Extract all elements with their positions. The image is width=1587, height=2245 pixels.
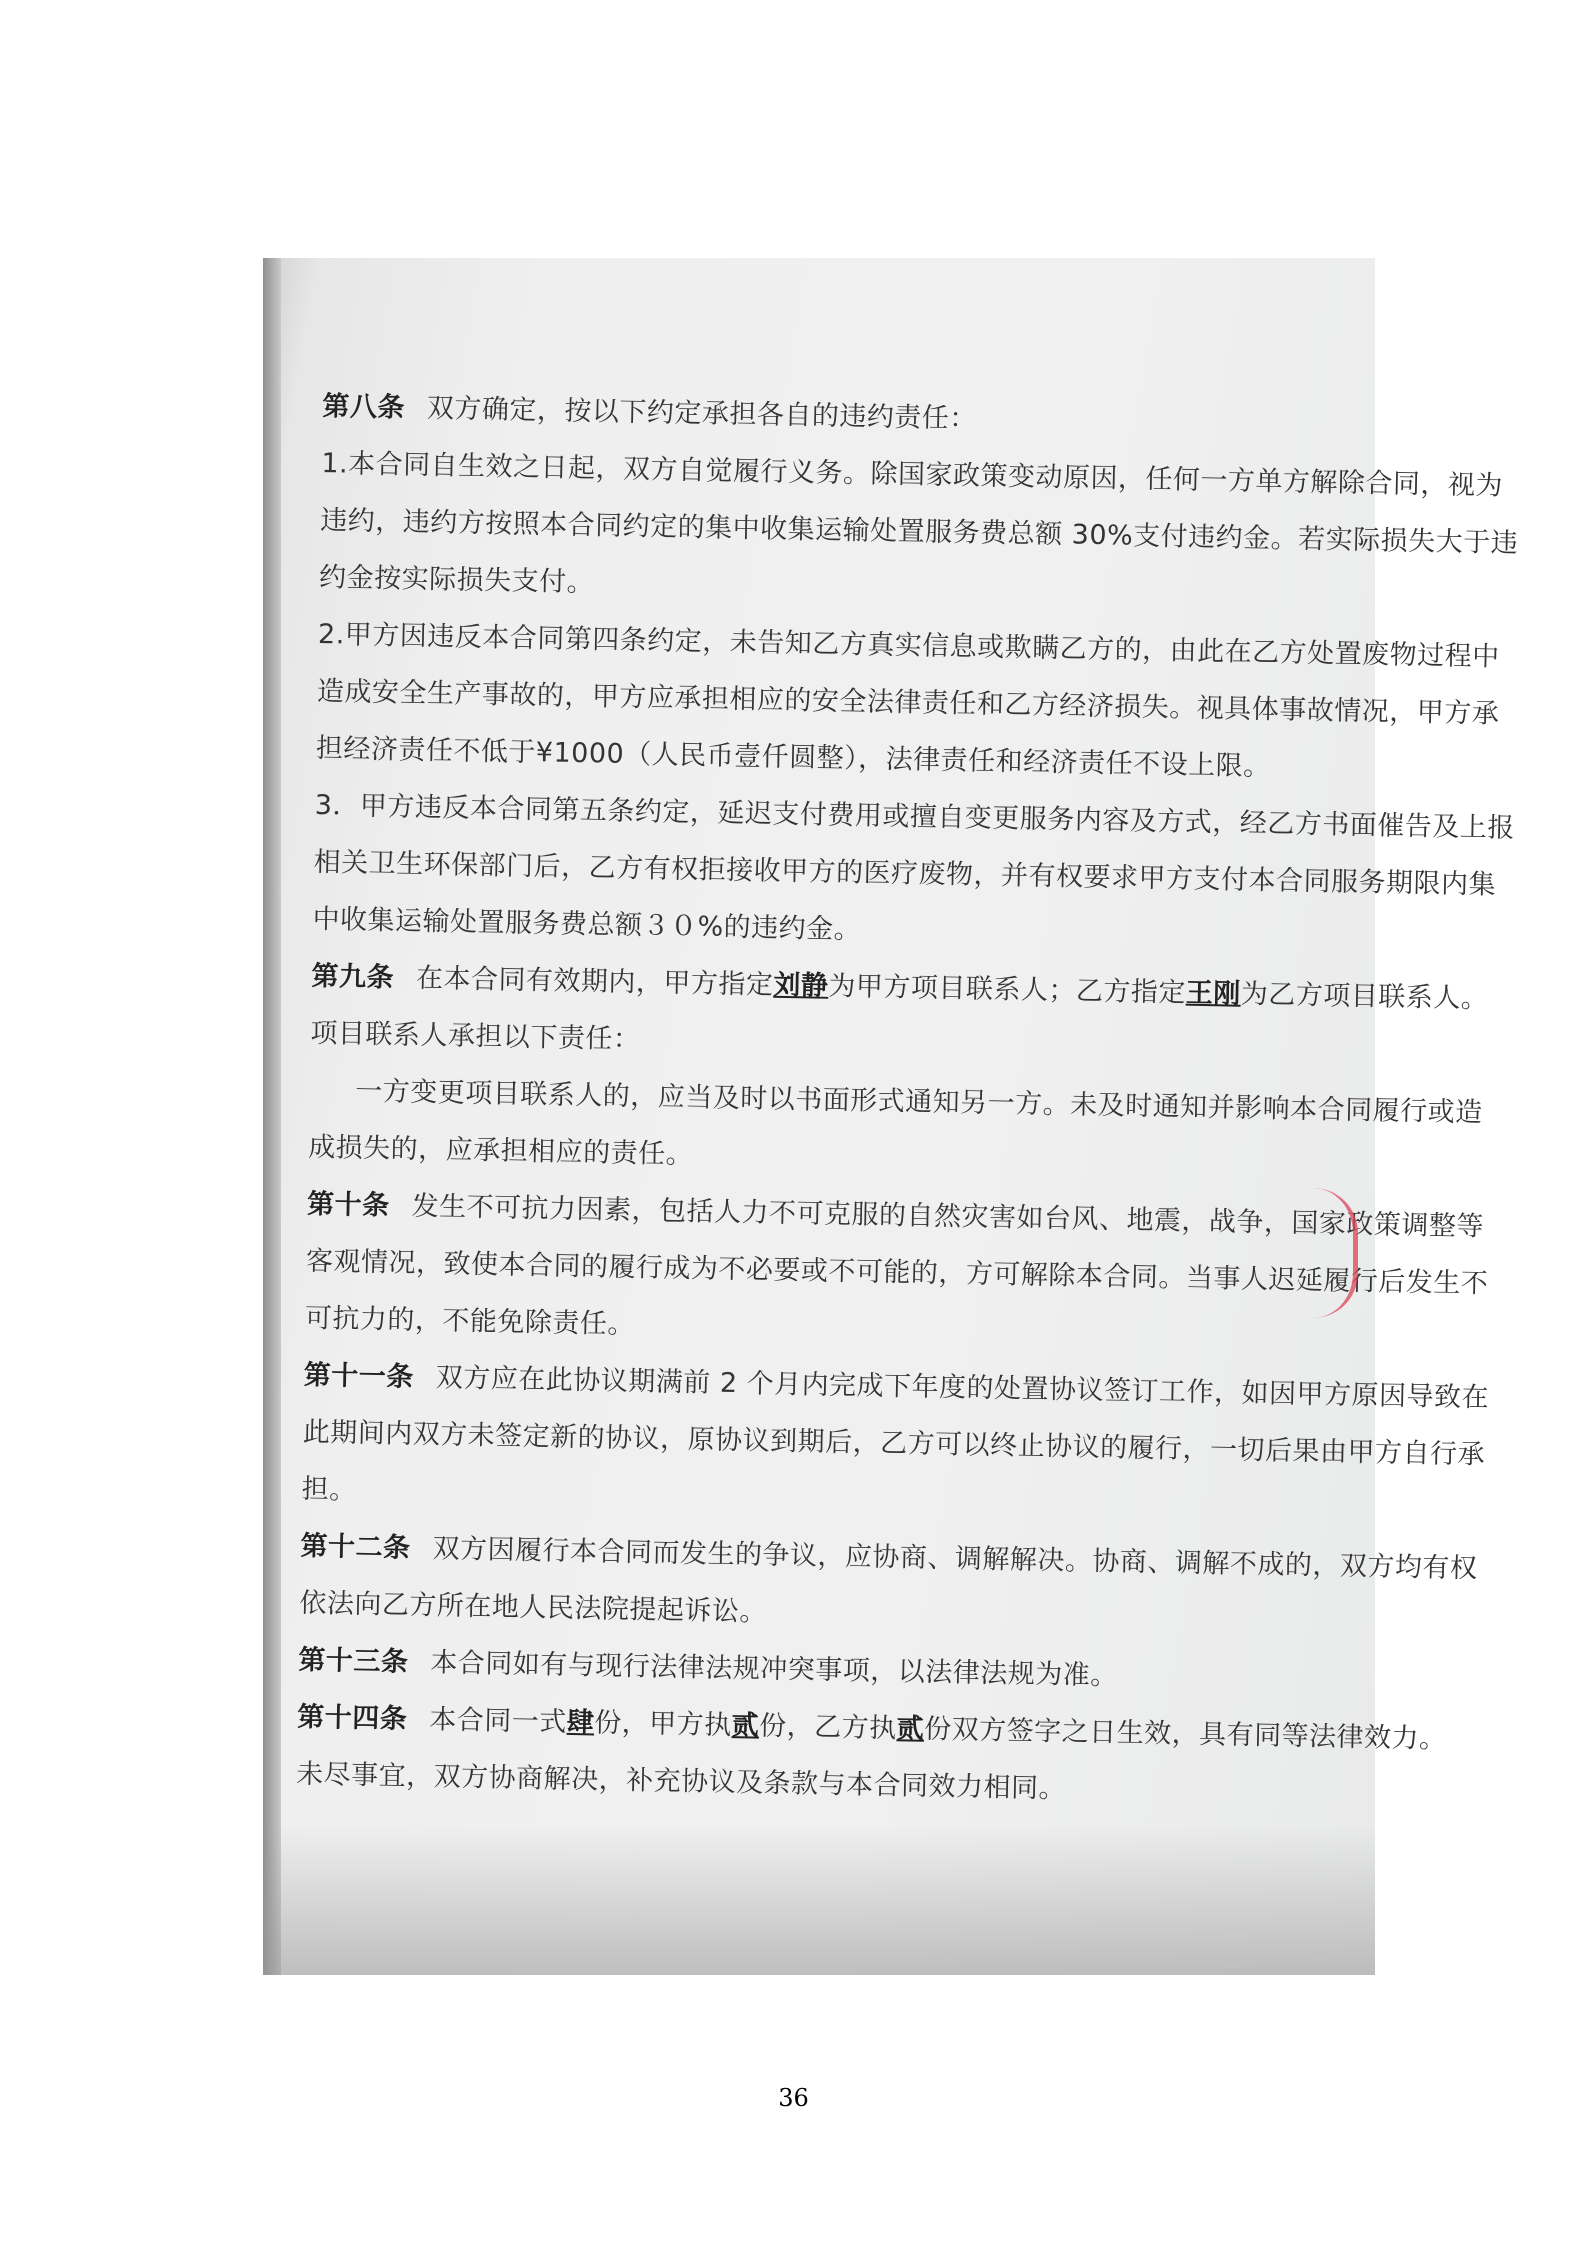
art8-p2-line1: 2.甲方因违反本合同第四条约定，未告知乙方真实信息或欺瞒乙方的，由此在乙方处置废物过程中 xyxy=(317,618,1500,673)
contact-name-party-a: 刘静 xyxy=(773,969,829,1002)
art14-text-d: 份双方签字之日生效，具有同等法律效力。 xyxy=(923,1713,1447,1755)
art9-line3: 一方变更项目联系人的，应当及时以书面形式通知另一方。未及时通知并影响本合同履行或造 xyxy=(355,1075,1483,1129)
article-8-label: 第八条 xyxy=(322,390,406,424)
document-photo xyxy=(263,258,1519,1975)
art9-text-b: 为甲方项目联系人；乙方指定 xyxy=(828,970,1187,1009)
copies-party-a: 贰 xyxy=(731,1710,760,1742)
contact-name-party-b: 王刚 xyxy=(1185,977,1242,1010)
article-14-label: 第十四条 xyxy=(296,1701,408,1735)
art8-p2-line2: 造成安全生产事故的，甲方应承担相应的安全法律责任和乙方经济损失。视具体事故情况，甲方承 xyxy=(316,675,1500,730)
art8-p3-line1: 3．甲方违反本合同第五条约定，延迟支付费用或擅自变更服务内容及方式，经乙方书面催告及上报 xyxy=(314,789,1516,844)
art8-p3-line3: 中收集运输处置服务费总额３０%的违约金。 xyxy=(312,903,862,946)
article-9-label: 第九条 xyxy=(311,960,395,994)
art10-text: 发生不可抗力因素，包括人力不可克服的自然灾害如台风、地震，战争，国家政策调整等 xyxy=(411,1190,1485,1243)
article-12-label: 第十二条 xyxy=(300,1530,411,1564)
art8-p1-line3: 约金按实际损失支付。 xyxy=(318,561,595,599)
art10-line2: 客观情况，致使本合同的履行成为不必要或不可能的，方可解除本合同。当事人迟延履行后发生不 xyxy=(305,1245,1489,1300)
art14-text-c: 份，乙方执 xyxy=(758,1710,897,1745)
art8-intro: 双方确定，按以下约定承担各自的违约责任： xyxy=(426,393,978,435)
art14-text-b: 份，甲方执 xyxy=(593,1707,733,1742)
art14-text-a: 本合同一式 xyxy=(428,1704,568,1738)
article-13-label: 第十三条 xyxy=(298,1644,409,1678)
art13-text: 本合同如有与现行法律法规冲突事项，以法律法规为准。 xyxy=(430,1647,1119,1692)
art8-p1-line1: 1.本合同自生效之日起，双方自觉履行义务。除国家政策变动原因，任何一方单方解除合同，视为 xyxy=(321,447,1504,502)
art14-line2: 未尽事宜，双方协商解决，补充协议及条款与本合同效力相同。 xyxy=(295,1758,1067,1805)
art8-p3-line2: 相关卫生环保部门后，乙方有权拒接收甲方的医疗废物，并有权要求甲方支付本合同服务期限内集 xyxy=(313,846,1497,901)
art11-line3: 担。 xyxy=(301,1473,357,1506)
art9-line2: 项目联系人承担以下责任： xyxy=(310,1017,641,1056)
art9-line4: 成损失的，应承担相应的责任。 xyxy=(307,1131,694,1171)
article-11-label: 第十一条 xyxy=(303,1359,415,1393)
art8-p2-line3: 担经济责任不低于¥1000（人民币壹仟圆整），法律责任和经济责任不设上限。 xyxy=(315,732,1271,783)
art9-text-a: 在本合同有效期内，甲方指定 xyxy=(415,962,774,1001)
red-seal-edge xyxy=(1313,1188,1358,1318)
art9-text-c: 为乙方项目联系人。 xyxy=(1240,978,1489,1015)
contract-text xyxy=(295,378,1519,1820)
art12-line2: 依法向乙方所在地人民法院提起诉讼。 xyxy=(299,1587,768,1628)
art11-line2: 此期间内双方未签定新的协议，原协议到期后，乙方可以终止协议的履行，一切后果由甲方自行承 xyxy=(302,1416,1486,1471)
article-10-label: 第十条 xyxy=(306,1188,390,1222)
copies-party-b: 贰 xyxy=(896,1713,925,1745)
page-number: 36 xyxy=(778,2084,809,2112)
art10-line3: 可抗力的，不能免除责任。 xyxy=(304,1302,636,1341)
art12-text: 双方因履行本合同而发生的争议，应协商、调解解决。协商、调解不成的，双方均有权 xyxy=(432,1533,1478,1585)
copies-total: 肆 xyxy=(566,1706,595,1739)
art8-p1-line2: 违约，违约方按照本合同约定的集中收集运输处置服务费总额 30%支付违约金。若实际损失大于违 xyxy=(319,504,1519,559)
art11-text: 双方应在此协议期满前 2 个月内完成下年度的处置协议签订工作，如因甲方原因导致在 xyxy=(435,1362,1490,1414)
